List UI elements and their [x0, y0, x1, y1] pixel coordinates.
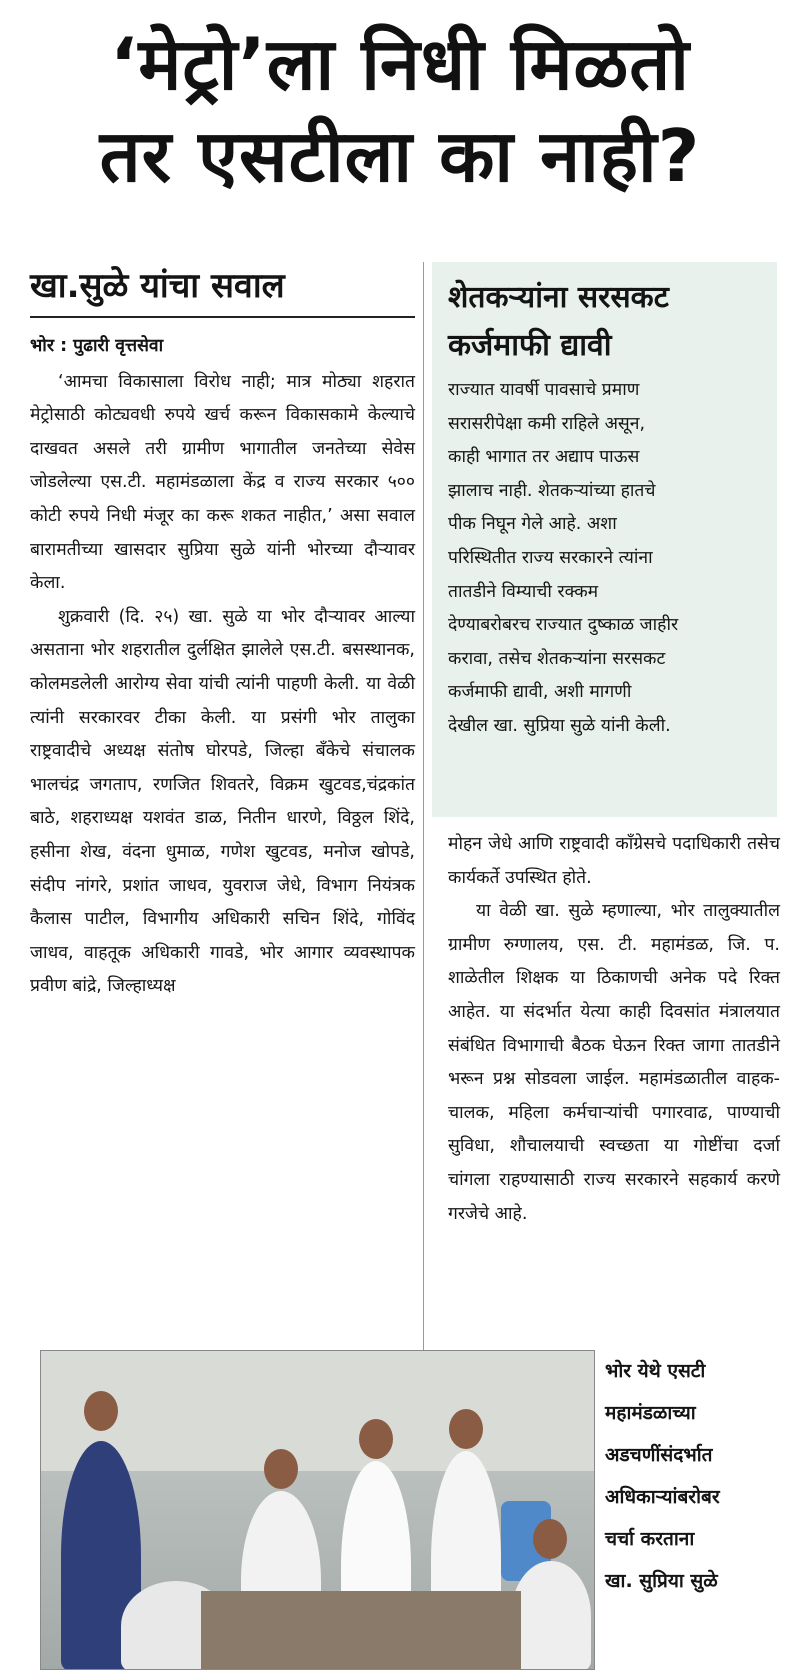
caption-line: महामंडळाच्या — [605, 1402, 696, 1424]
box-line: तातडीने विम्याची रक्कम — [448, 581, 599, 602]
subheadline-underline — [30, 316, 415, 318]
box-line: झालाच नाही. शेतकऱ्यांच्या हातचे — [448, 480, 656, 501]
paragraph: या वेळी खा. सुळे म्हणाल्या, भोर तालुक्यातील ग्रामीण रुग्णालय, एस. टी. महामंडळ, जि. प. शाळेतील शिक्षक या ठिकाणची अनेक पदे रिक्त आहेत. या संदर्भात येत्या काही दिवसांत मंत्रालयात संबंधित विभागाची बैठक घेऊन रिक्त जागा तातडीने भरून प्रश्न सोडवला जाईल. महामंडळातील वाहक-चालक, महिला कर्मचाऱ्यांची पगारवाढ, पाण्याची सुविधा, शौचालयाची स्वच्छता या गोष्टींचा दर्जा चांगला राहण्यासाठी राज्य सरकारने सहकार्य करणे गरजेचे आहे. — [448, 901, 780, 1224]
person-head — [449, 1409, 483, 1449]
box-line: देण्याबरोबरच राज्यात दुष्काळ जाहीर — [448, 615, 679, 636]
box-title-line-2: कर्जमाफी द्यावी — [448, 328, 612, 363]
person-head — [359, 1419, 393, 1459]
photo-wall — [41, 1351, 595, 1471]
caption-line: चर्चा करताना — [605, 1528, 695, 1550]
photo-caption — [605, 1350, 785, 1602]
left-column — [30, 330, 415, 1004]
paragraph: ‘आमचा विकासाला विरोध नाही; मात्र मोठ्या शहरात मेट्रोसाठी कोट्यवधी रुपये खर्च करून विकासकामे केल्याचे दाखवत असले तरी ग्रामीण भागातील जनतेच्या सेवेस जोडलेल्या एस.टी. महामंडळाला केंद्र व राज्य सरकार ५०० कोटी रुपये निधी मंजूर का करू शकत नाहीत,’ असा सवाल बारामतीच्या खासदार सुप्रिया सुळे यांनी भोरच्या दौऱ्यावर केला. — [30, 371, 415, 594]
caption-line: भोर येथे एसटी — [605, 1360, 706, 1382]
box-title-line-1: शेतकऱ्यांना सरसकट — [448, 280, 669, 315]
headline — [0, 18, 800, 202]
person-head — [533, 1519, 567, 1559]
box-line: राज्यात यावर्षी पावसाचे प्रमाण — [448, 380, 640, 400]
headline-line-1: ‘मेट्रो’ला निधी मिळतो — [110, 22, 690, 106]
photo-table — [201, 1591, 521, 1670]
news-photo — [40, 1350, 595, 1670]
caption-line: अडचणींसंदर्भात — [605, 1444, 713, 1466]
paragraph: शुक्रवारी (दि. २५) खा. सुळे या भोर दौऱ्यावर आल्या असताना भोर शहरातील दुर्लक्षित झालेले एस.टी. बसस्थानक, कोलमडलेली आरोग्य सेवा यांची त्यांनी पाहणी केली. या वेळी त्यांनी सरकारवर टीका केली. या प्रसंगी भोर तालुका राष्ट्रवादीचे अध्यक्ष संतोष घोरपडे, जिल्हा बँकेचे संचालक भालचंद्र जगताप, रणजित शिवतरे, विक्रम खुटवड,चंद्रकांत बाठे, शहराध्यक्ष यशवंत डाळ, नितीन धारणे, विठ्ठल शिंदे, हसीना शेख, वंदना धुमाळ, गणेश खुटवड, मनोज खोपडे, संदीप नांगरे, प्रशांत जाधव, युवराज जेधे, विभाग नियंत्रक कैलास पाटील, विभागीय अधिकारी सचिन शिंदे, गोविंद जाधव, वाहतूक अधिकारी गावडे, भोर आगार व्यवस्थापक प्रवीण बांद्रे, जिल्हाध्यक्ष — [30, 606, 415, 997]
paragraph: मोहन जेधे आणि राष्ट्रवादी काँग्रेसचे पदाधिकारी तसेच कार्यकर्ते उपस्थित होते. — [448, 834, 780, 888]
box-line: परिस्थितीत राज्य सरकारने त्यांना — [448, 547, 653, 568]
sidebar-box — [432, 262, 777, 817]
box-line: करावा, तसेच शेतकऱ्यांना सरसकट — [448, 648, 666, 669]
person-head — [264, 1449, 298, 1489]
box-line: सरासरीपेक्षा कमी राहिले असून, — [448, 413, 646, 434]
box-line: देखील खा. सुप्रिया सुळे यांनी केली. — [448, 715, 671, 736]
dateline: भोर : पुढारी वृत्तसेवा — [30, 336, 164, 356]
caption-line: अधिकाऱ्यांबरोबर — [605, 1486, 720, 1508]
box-body — [448, 374, 761, 744]
subheadline: खा.सुळे यांचा सवाल — [30, 266, 285, 306]
person-figure — [511, 1561, 591, 1670]
box-line: काही भागात तर अद्याप पाऊस — [448, 447, 640, 468]
caption-line: खा. सुप्रिया सुळे — [605, 1570, 718, 1592]
headline-line-2: तर एसटीला का नाही? — [99, 114, 701, 198]
person-head — [84, 1391, 118, 1431]
box-line: पीक निघून गेले आहे. अशा — [448, 514, 617, 535]
right-column — [448, 828, 780, 1231]
box-line: कर्जमाफी द्यावी, अशी मागणी — [448, 682, 632, 703]
